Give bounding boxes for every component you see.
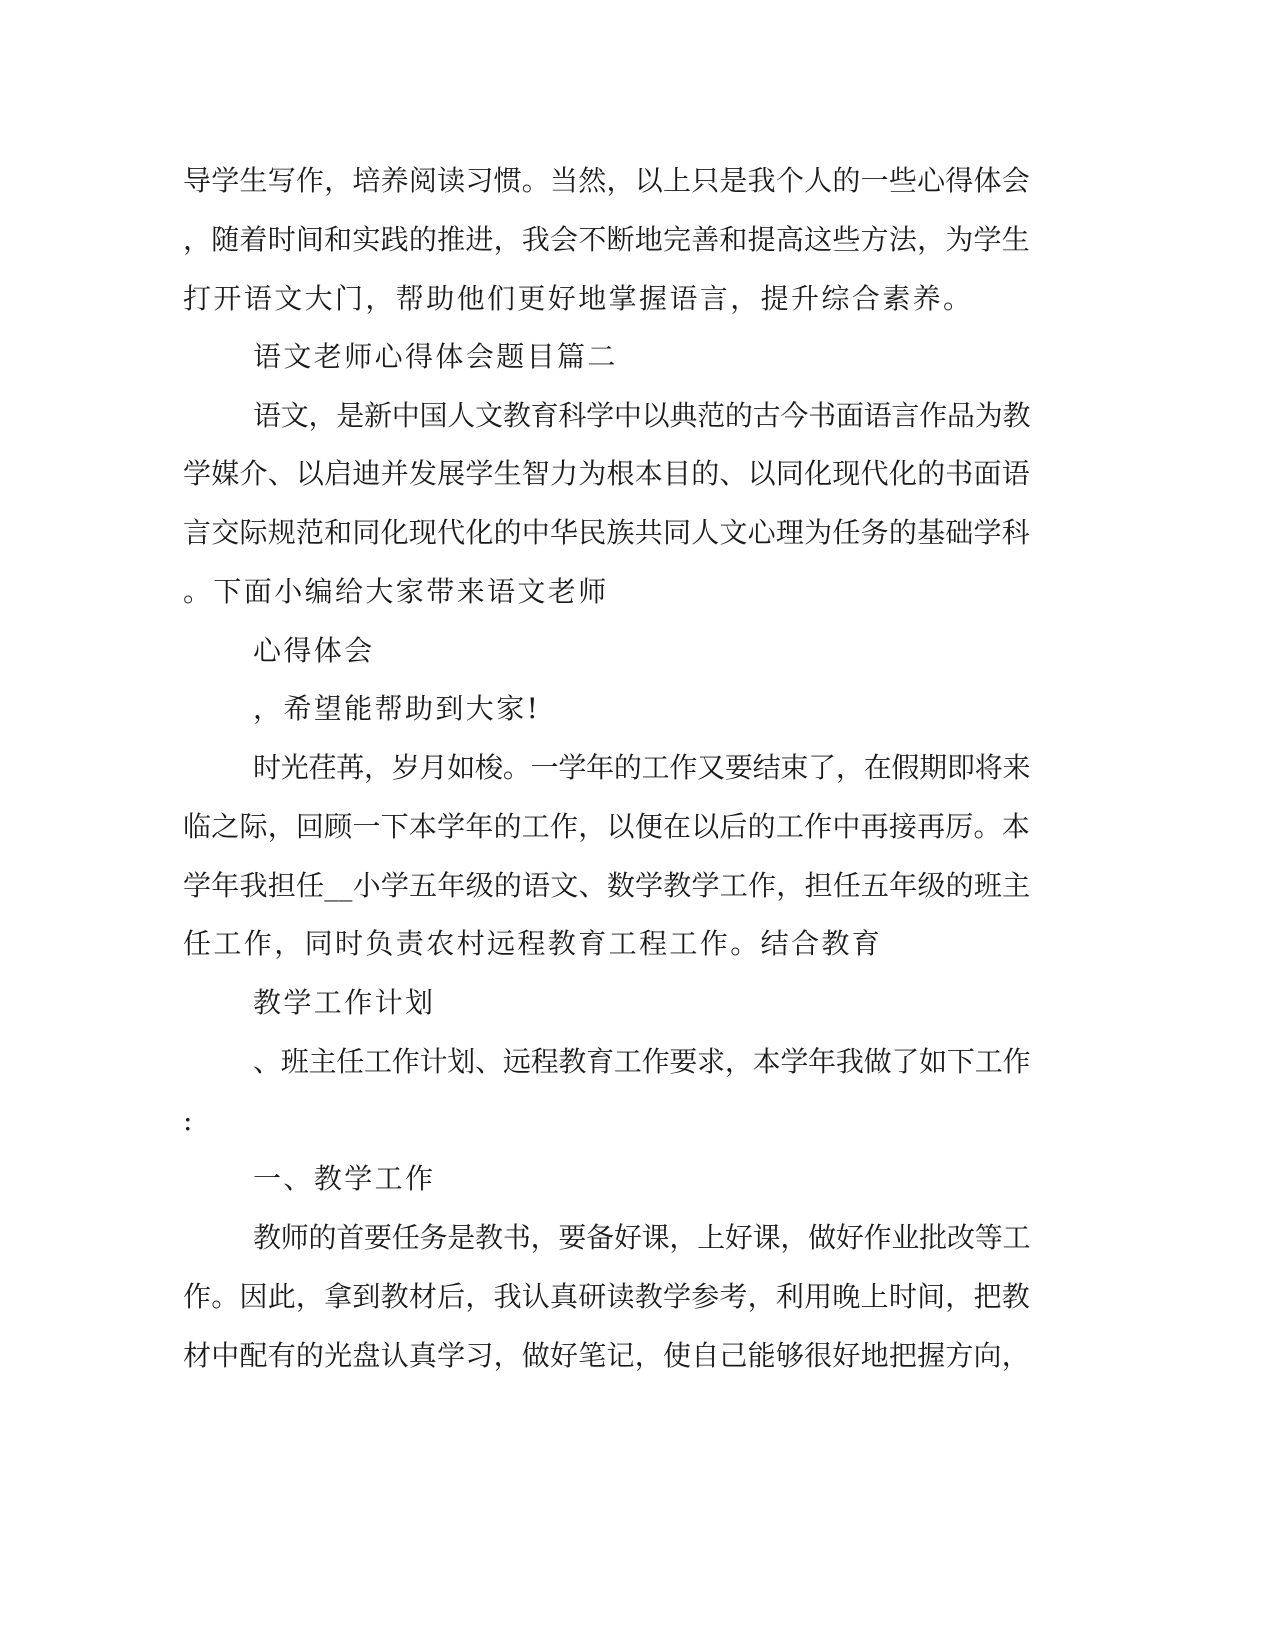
text-line: 。下面小编给大家带来语文老师 — [183, 575, 609, 608]
text-line: 临之际，回顾一下本学年的工作，以便在以后的工作中再接再厉。本 — [183, 810, 1031, 843]
text-line: 教学工作计划 — [253, 986, 436, 1019]
text-line: 教师的首要任务是教书，要备好课，上好课，做好作业批改等工 — [253, 1221, 1031, 1254]
text-line: 、班主任工作计划、远程教育工作要求，本学年我做了如下工作 — [253, 1045, 1031, 1078]
text-line: 语文，是新中国人文教育科学中以典范的古今书面语言作品为教 — [253, 399, 1031, 432]
text-line: 导学生写作，培养阅读习惯。当然，以上只是我个人的一些心得体会 — [183, 164, 1031, 197]
text-line: 心得体会 — [253, 634, 375, 667]
text-line: 时光荏苒，岁月如梭。一学年的工作又要结束了，在假期即将来 — [253, 751, 1031, 784]
text-line: 言交际规范和同化现代化的中华民族共同人文心理为任务的基础学科 — [183, 516, 1031, 549]
text-line: 材中配有的光盘认真学习，做好笔记，使自己能够很好地把握方向， — [183, 1339, 1031, 1372]
text-line: 学年我担任__小学五年级的语文、数学教学工作，担任五年级的班主 — [183, 869, 1031, 902]
section-heading: 一、教学工作 — [253, 1162, 436, 1195]
section-heading: 语文老师心得体会题目篇二 — [253, 340, 618, 373]
text-line: 学媒介、以启迪并发展学生智力为根本目的、以同化现代化的书面语 — [183, 457, 1031, 490]
text-line: 打开语文大门，帮助他们更好地掌握语言，提升综合素养。 — [183, 282, 974, 315]
text-line: ，随着时间和实践的推进，我会不断地完善和提高这些方法，为学生 — [183, 223, 1031, 256]
text-line: ，希望能帮助到大家! — [253, 692, 541, 725]
text-line: 任工作，同时负责农村远程教育工程工作。结合教育 — [183, 927, 883, 960]
text-line: : — [183, 1104, 195, 1137]
text-line: 作。因此，拿到教材后，我认真研读教学参考，利用晚上时间，把教 — [183, 1280, 1031, 1313]
